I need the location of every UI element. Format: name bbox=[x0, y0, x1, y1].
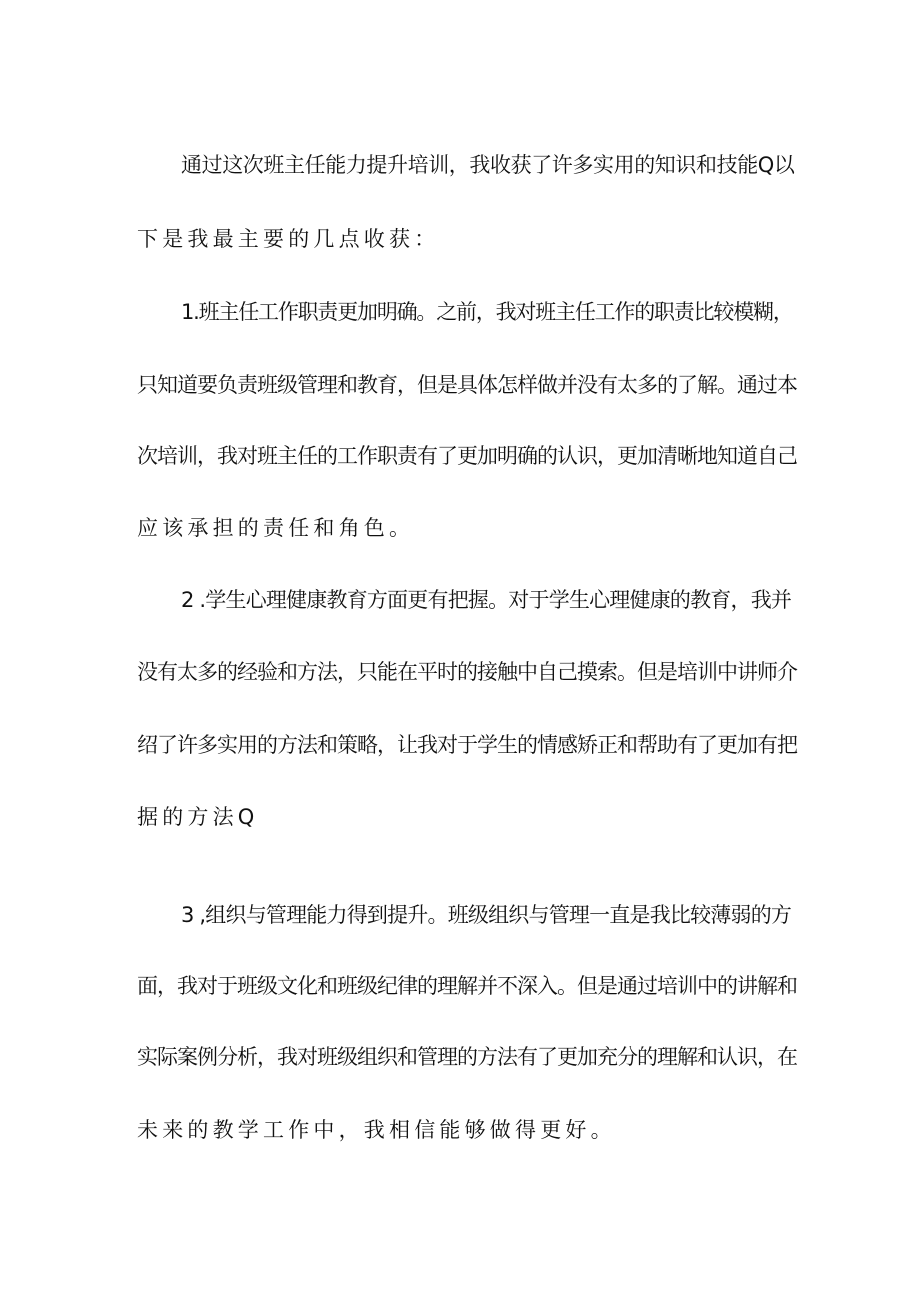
text-line: 应该承担的责任和角色。 bbox=[137, 516, 415, 540]
text-line: 通过这次班主任能力提升培训，我收获了许多实用的知识和技能Q以 bbox=[181, 153, 795, 177]
text-line: 3 ,组织与管理能力得到提升。班级组织与管理一直是我比较薄弱的方 bbox=[181, 903, 792, 927]
text-line: 下是我最主要的几点收获： bbox=[137, 227, 440, 251]
text-line: 据的方法Q bbox=[137, 805, 259, 829]
text-line: 2 .学生心理健康教育方面更有把握。对于学生心理健康的教育，我并 bbox=[181, 588, 792, 612]
text-line: 没有太多的经验和方法，只能在平时的接触中自己摸索。但是培训中讲师介 bbox=[137, 660, 797, 684]
text-line: 面，我对于班级文化和班级纪律的理解并不深入。但是通过培训中的讲解和 bbox=[137, 974, 797, 998]
text-line: 次培训，我对班主任的工作职责有了更加明确的认识，更加清晰地知道自己 bbox=[137, 444, 797, 468]
text-line: 未来的教学工作中，我相信能够做得更好。 bbox=[137, 1118, 616, 1142]
text-line: 只知道要负责班级管理和教育，但是具体怎样做并没有太多的了解。通过本 bbox=[137, 373, 797, 397]
text-line: 绍了许多实用的方法和策略，让我对于学生的情感矫正和帮助有了更加有把 bbox=[137, 733, 797, 757]
text-line: 实际案例分析，我对班级组织和管理的方法有了更加充分的理解和认识，在 bbox=[137, 1045, 797, 1069]
text-line: 1.班主任工作职责更加明确。之前，我对班主任工作的职责比较模糊， bbox=[181, 300, 793, 324]
